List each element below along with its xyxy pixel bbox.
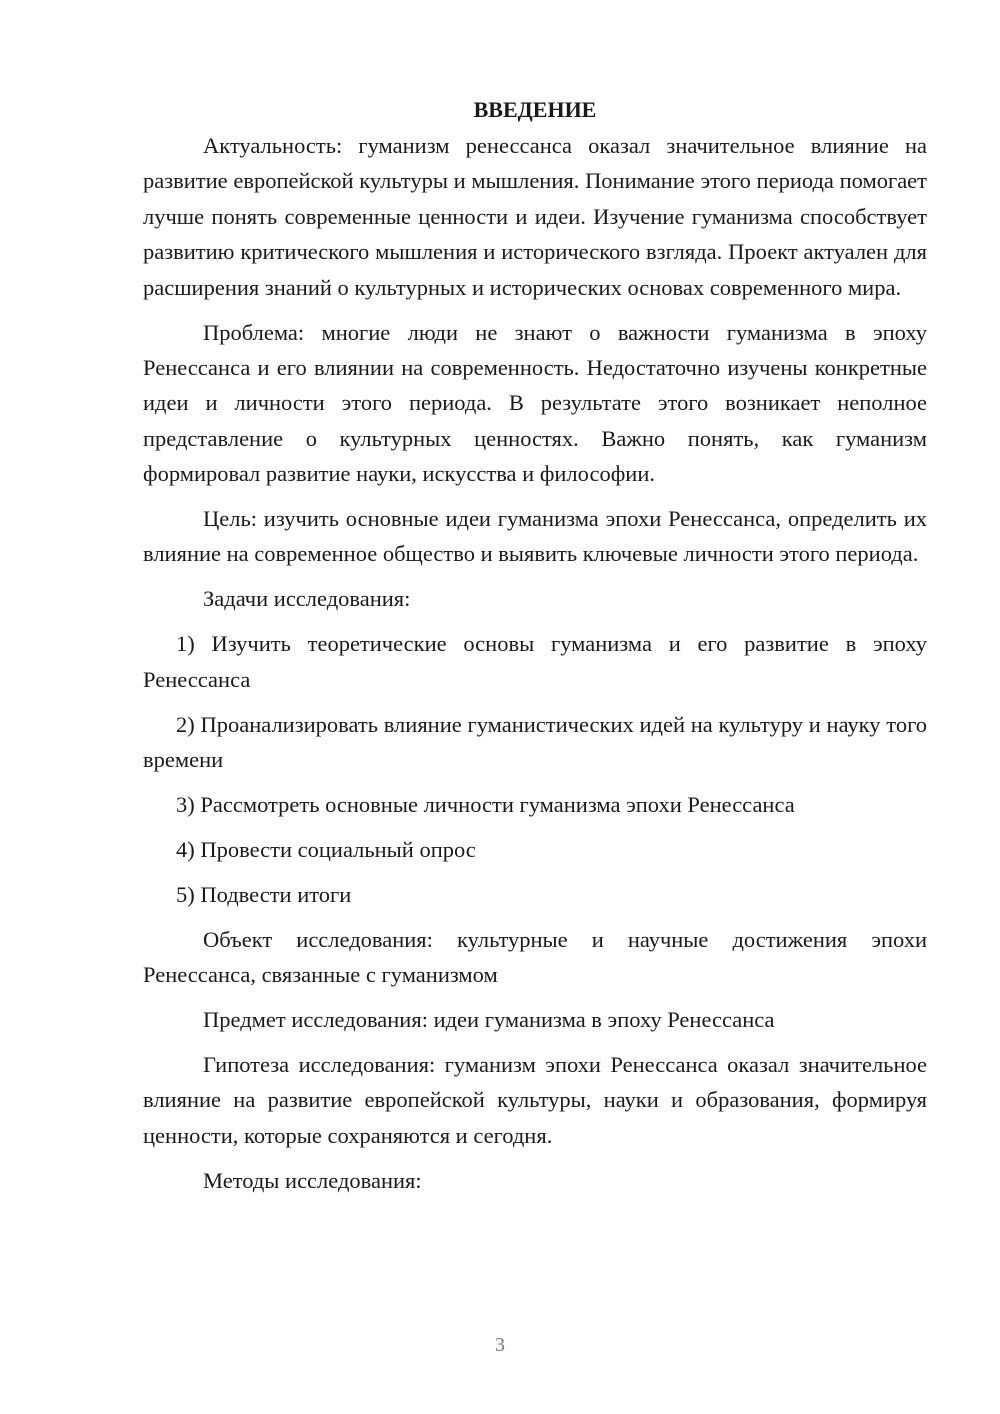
task-item-4: 4) Провести социальный опрос [176, 836, 476, 862]
paragraph-methods: Методы исследования: [203, 1167, 422, 1193]
task-item-5: 5) Подвести итоги [176, 881, 352, 907]
task-item-1: 1) Изучить теоретические основы гуманизма и его развитие в эпоху Ренессанса [143, 631, 927, 692]
paragraph-subject: Предмет исследования: идеи гуманизма в эпоху Ренессанса [203, 1006, 775, 1032]
paragraph-tasks-heading: Задачи исследования: [203, 586, 411, 612]
paragraph-object: Объект исследования: культурные и научные достижения эпохи Ренессанса, связанные с гуманизмом [143, 926, 927, 988]
document-page [143, 92, 927, 1198]
page-number: 3 [495, 1334, 505, 1356]
paragraph-goal: Цель: изучить основные идеи гуманизма эпохи Ренессанса, определить их влияние на современное общество и выявить ключевые личности этого периода. [143, 506, 927, 567]
task-item-2: 2) Проанализировать влияние гуманистических идей на культуру и науку того времени [143, 711, 927, 772]
paragraph-problem: Проблема: многие люди не знают о важности гуманизма в эпоху Ренессанса и его влиянии на современность. Недостаточно изучены конкретные идеи и личности этого периода. В результате этого возникает неполное представление о культурных ценностях. Важно понять, как гуманизм формировал развитие науки, искусства и философии. [143, 319, 927, 487]
paragraph-relevance: Актуальность: гуманизм ренессанса оказал значительное влияние на развитие европейской культуры и мышления. Понимание этого периода помогает лучше понять современные ценности и идеи. Изучение гуманизма способствует развитию критического мышления и исторического взгляда. Проект актуален для расширения знаний о культурных и исторических основах современного мира. [143, 133, 927, 300]
paragraph-hypothesis: Гипотеза исследования: гуманизм эпохи Ренессанса оказал значительное влияние на развитие европейской культуры, науки и образования, формируя ценности, которые сохраняются и сегодня. [143, 1051, 927, 1148]
task-item-3: 3) Рассмотреть основные личности гуманизма эпохи Ренессанса [176, 791, 795, 817]
section-title: ВВЕДЕНИЕ [473, 97, 597, 122]
